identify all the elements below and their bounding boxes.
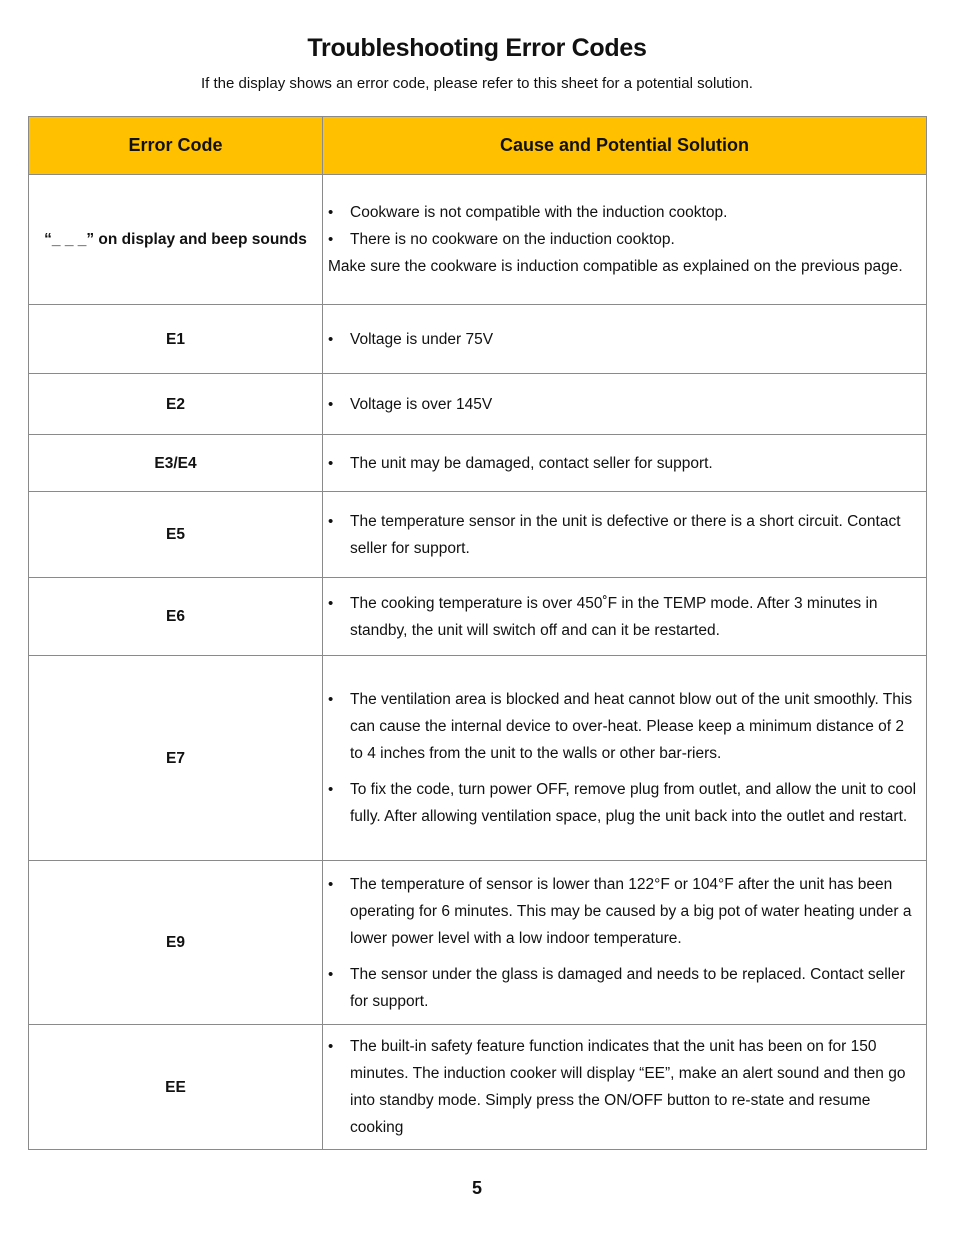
list-item: • The unit may be damaged, contact seller for support.: [328, 450, 920, 477]
error-code-cell: “_ _ _” on display and beep sounds: [29, 175, 323, 305]
list-item: • The cooking temperature is over 450˚F in the TEMP mode. After 3 minutes in standby, the unit will switch off and can it be restarted.: [328, 590, 920, 644]
list-item: • Voltage is under 75V: [328, 326, 920, 353]
page-number: 5: [471, 1178, 482, 1198]
table-row: [29, 861, 927, 1025]
list-item: • Cookware is not compatible with the induction cooktop.: [328, 199, 920, 226]
solution-list: [328, 686, 920, 830]
header-cause-solution: Cause and Potential Solution: [323, 117, 927, 175]
error-code-cell: E5: [29, 492, 323, 578]
solution-list: [328, 391, 920, 418]
list-item: • The built-in safety feature function indicates that the unit has been on for 150 minutes. The induction cooker will display “EE”, make an alert sound and then go into standby mode. Simply press the ON/OFF button to re-state and resume cooking: [328, 1033, 920, 1141]
table-row: [29, 175, 927, 305]
list-item: • The sensor under the glass is damaged and needs to be replaced. Contact seller for support.: [328, 961, 920, 1015]
solution-list: [328, 508, 920, 562]
solution-list: [328, 1033, 920, 1141]
table-row: [29, 656, 927, 861]
solution-note: Make sure the cookware is induction compatible as explained on the previous page.: [328, 258, 903, 275]
solution-cell: [323, 492, 927, 578]
page-title: Troubleshooting Error Codes: [307, 34, 647, 62]
solution-list: [328, 450, 920, 477]
error-code-cell: E1: [29, 305, 323, 374]
solution-cell: [323, 656, 927, 861]
list-item: • The temperature of sensor is lower than 122°F or 104°F after the unit has been operating for 6 minutes. This may be caused by a big pot of water heating under a lower power level with a low indoor temperature.: [328, 871, 920, 952]
error-code-cell: E6: [29, 578, 323, 656]
error-code-cell: E7: [29, 656, 323, 861]
list-item: • The temperature sensor in the unit is defective or there is a short circuit. Contact seller for support.: [328, 508, 920, 562]
error-code-cell: E2: [29, 374, 323, 435]
list-item: • There is no cookware on the induction cooktop.: [328, 226, 920, 253]
list-item: • The ventilation area is blocked and heat cannot blow out of the unit smoothly. This can cause the internal device to over-heat. Please keep a minimum distance of 2 to 4 inches from the unit to the walls or other bar-riers.: [328, 686, 920, 767]
list-item: • Voltage is over 145V: [328, 391, 920, 418]
solution-cell: [323, 435, 927, 492]
list-item: • To fix the code, turn power OFF, remove plug from outlet, and allow the unit to cool fully. After allowing ventilation space, plug the unit back into the outlet and restart.: [328, 776, 920, 830]
table-row: [29, 305, 927, 374]
table-row: [29, 435, 927, 492]
solution-list: [328, 326, 920, 353]
table-row: [29, 492, 927, 578]
solution-cell: [323, 305, 927, 374]
error-code-cell: E9: [29, 861, 323, 1025]
page-subtitle: If the display shows an error code, please refer to this sheet for a potential solution.: [201, 75, 753, 92]
solution-cell: [323, 374, 927, 435]
error-code-cell: E3/E4: [29, 435, 323, 492]
error-code-table: [28, 116, 927, 1150]
solution-cell: [323, 578, 927, 656]
solution-list: [328, 199, 920, 253]
solution-list: [328, 590, 920, 644]
table-row: [29, 578, 927, 656]
solution-cell: [323, 175, 927, 305]
error-code-cell: EE: [29, 1025, 323, 1150]
solution-cell: [323, 861, 927, 1025]
solution-list: [328, 871, 920, 1015]
solution-cell: [323, 1025, 927, 1150]
header-error-code: Error Code: [29, 117, 323, 175]
table-header-row: [29, 117, 927, 175]
table-row: [29, 374, 927, 435]
table-row: [29, 1025, 927, 1150]
